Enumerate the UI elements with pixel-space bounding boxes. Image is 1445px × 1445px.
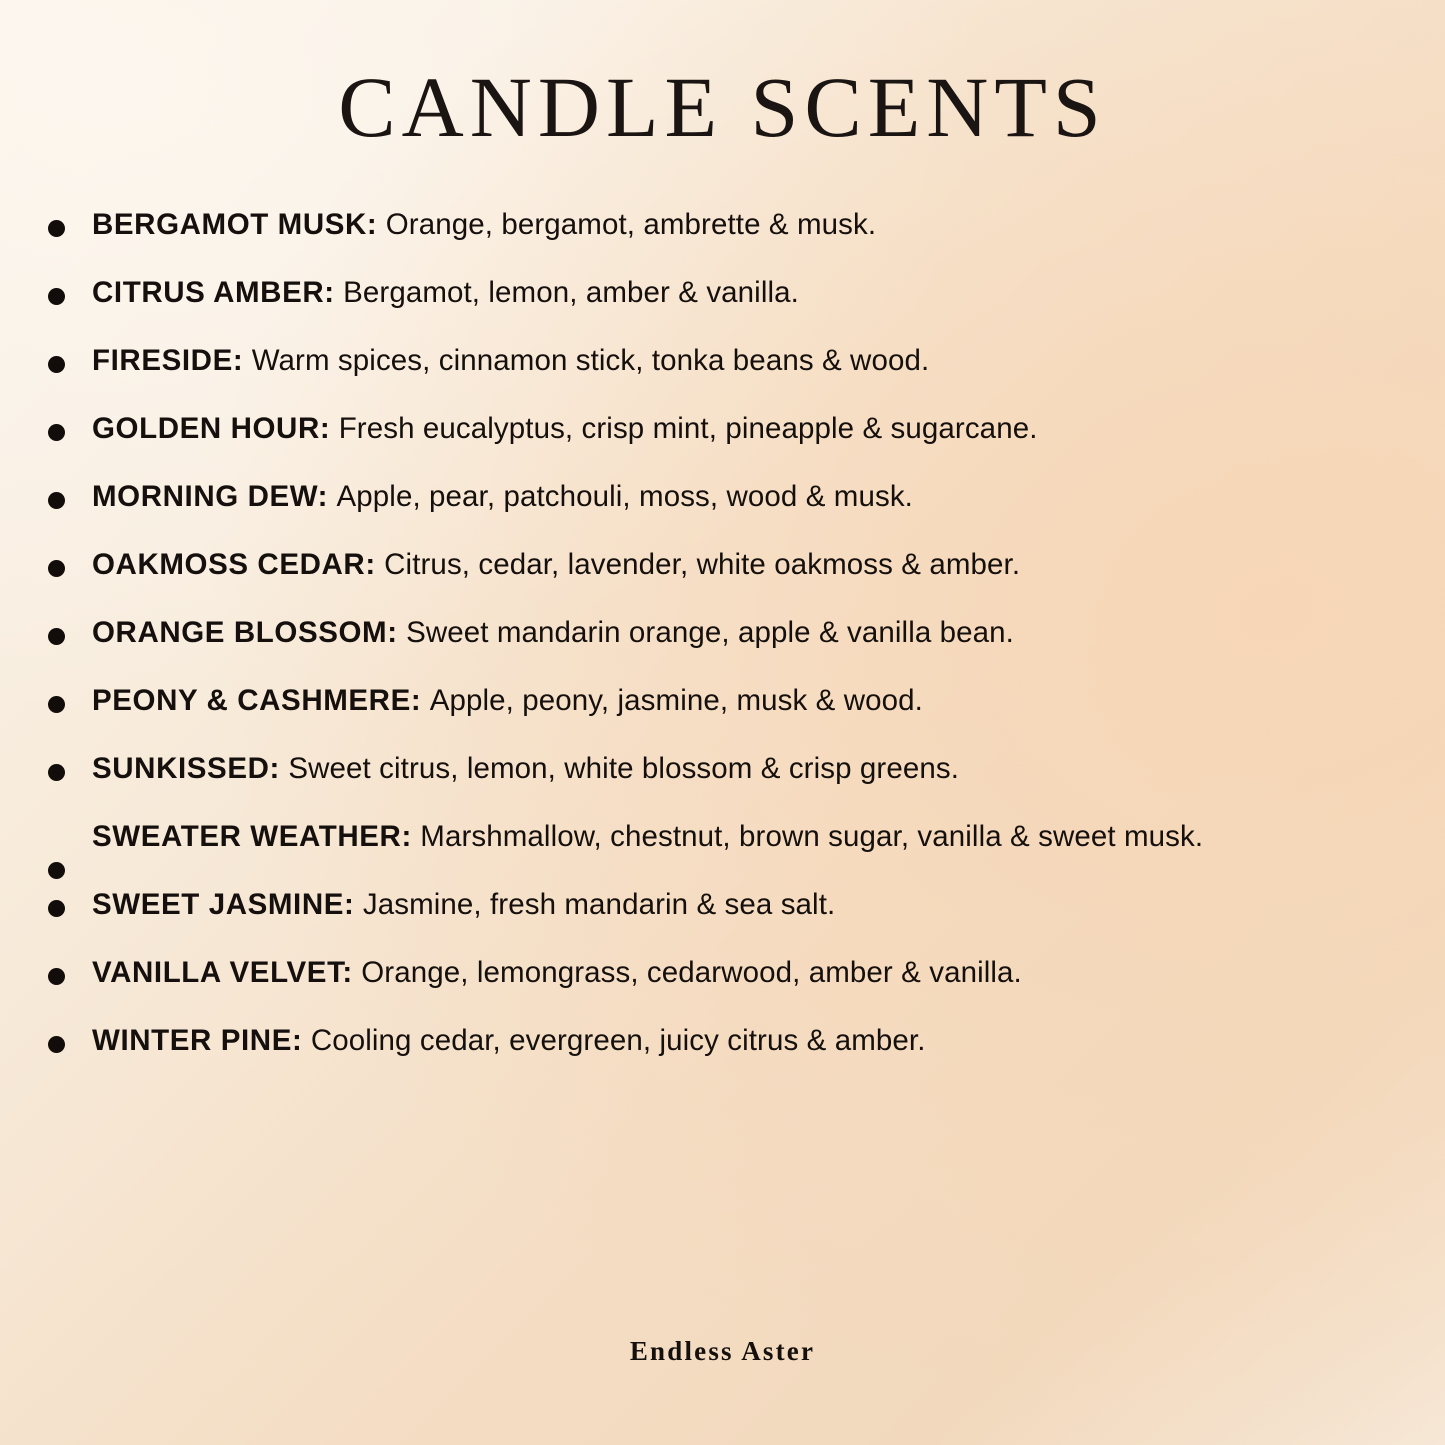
scent-notes: Cooling cedar, evergreen, juicy citrus & amber. (310, 1023, 926, 1057)
scent-notes: Bergamot, lemon, amber & vanilla. (343, 276, 799, 310)
page-title: CANDLE SCENTS (338, 59, 1107, 155)
scent-notes: Fresh eucalyptus, crisp mint, pineapple & sugarcane. (338, 412, 1038, 446)
scent-name: VANILLA VELVET: (92, 955, 353, 989)
list-item (42, 206, 1379, 245)
list-item (42, 1022, 1379, 1061)
scent-notes: Sweet mandarin orange, apple & vanilla bean. (406, 615, 1014, 649)
scent-name: SUNKISSED: (92, 751, 280, 785)
list-item (42, 342, 1379, 381)
scent-notes: Apple, pear, patchouli, moss, wood & musk. (336, 480, 913, 514)
scent-notes: Citrus, cedar, lavender, white oakmoss & amber. (384, 547, 1021, 581)
scent-name: BERGAMOT MUSK: (92, 208, 378, 242)
list-item (42, 274, 1379, 313)
scent-name: CITRUS AMBER: (92, 276, 335, 310)
scent-notes: Orange, bergamot, ambrette & musk. (385, 208, 877, 242)
scent-notes: Warm spices, cinnamon stick, tonka beans & wood. (251, 344, 930, 378)
scent-notes: Marshmallow, chestnut, brown sugar, vanilla & sweet musk. (420, 819, 1204, 853)
list-item (42, 750, 1379, 789)
list-item (42, 546, 1379, 585)
scent-name: MORNING DEW: (92, 480, 329, 514)
scent-name: OAKMOSS CEDAR: (92, 547, 376, 581)
list-item (42, 410, 1379, 449)
scent-name: ORANGE BLOSSOM: (92, 615, 398, 649)
scent-notes: Jasmine, fresh mandarin & sea salt. (362, 887, 836, 921)
scent-name: WINTER PINE: (92, 1023, 303, 1057)
scent-name: GOLDEN HOUR: (92, 412, 331, 446)
list-item (42, 818, 1379, 857)
scent-name: SWEATER WEATHER: (92, 819, 412, 853)
scent-list (0, 206, 1445, 1060)
scent-notes: Apple, peony, jasmine, musk & wood. (429, 683, 923, 717)
scent-name: FIRESIDE: (92, 344, 244, 378)
scent-name: SWEET JASMINE: (92, 887, 355, 921)
scent-name: PEONY & CASHMERE: (92, 683, 422, 717)
list-item (42, 954, 1379, 993)
brand-name: Endless Aster (629, 1336, 816, 1366)
list-item (42, 478, 1379, 517)
list-item (42, 614, 1379, 653)
scent-notes: Sweet citrus, lemon, white blossom & crisp greens. (288, 751, 960, 785)
list-item (42, 682, 1379, 721)
list-item (42, 886, 1379, 925)
scent-notes: Orange, lemongrass, cedarwood, amber & vanilla. (361, 955, 1022, 989)
